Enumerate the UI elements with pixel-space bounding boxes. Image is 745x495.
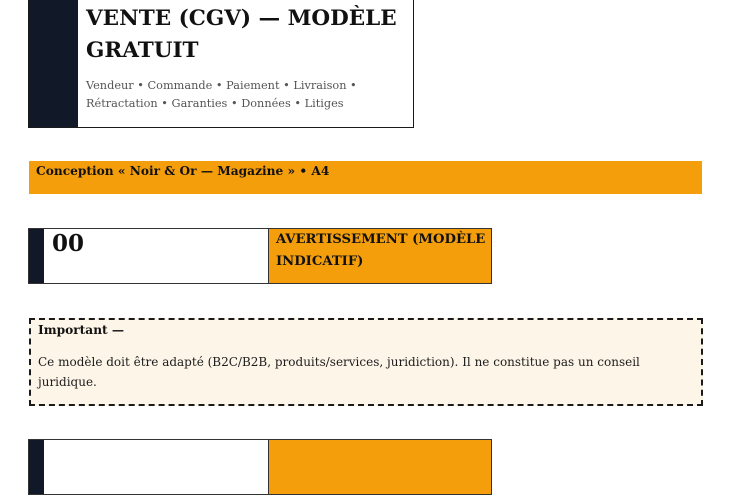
important-callout [29, 318, 703, 406]
section-accent-band [29, 229, 44, 283]
title-card [28, 0, 414, 128]
section-number: 00 [52, 230, 85, 257]
section-accent-band [29, 440, 44, 494]
section-header-next [28, 439, 492, 495]
title-card-accent-band [29, 0, 78, 127]
document-title: VENTE (CGV) — MODÈLE GRATUIT [86, 6, 397, 63]
section-heading [268, 440, 491, 494]
section-heading: AVERTISSEMENT (MODÈLE INDICATIF) [268, 229, 491, 283]
callout-label: Important — [38, 323, 125, 337]
design-banner: Conception « Noir & Or — Magazine » • A4 [29, 161, 702, 194]
document-subtitle: Vendeur • Commande • Paiement • Livraison • Rétractation • Garanties • Données • Litiges [86, 79, 357, 110]
callout-text: Ce modèle doit être adapté (B2C/B2B, produits/services, juridiction). Il ne constitue pas un conseil juridique. [38, 355, 640, 389]
section-header-00 [28, 228, 492, 284]
